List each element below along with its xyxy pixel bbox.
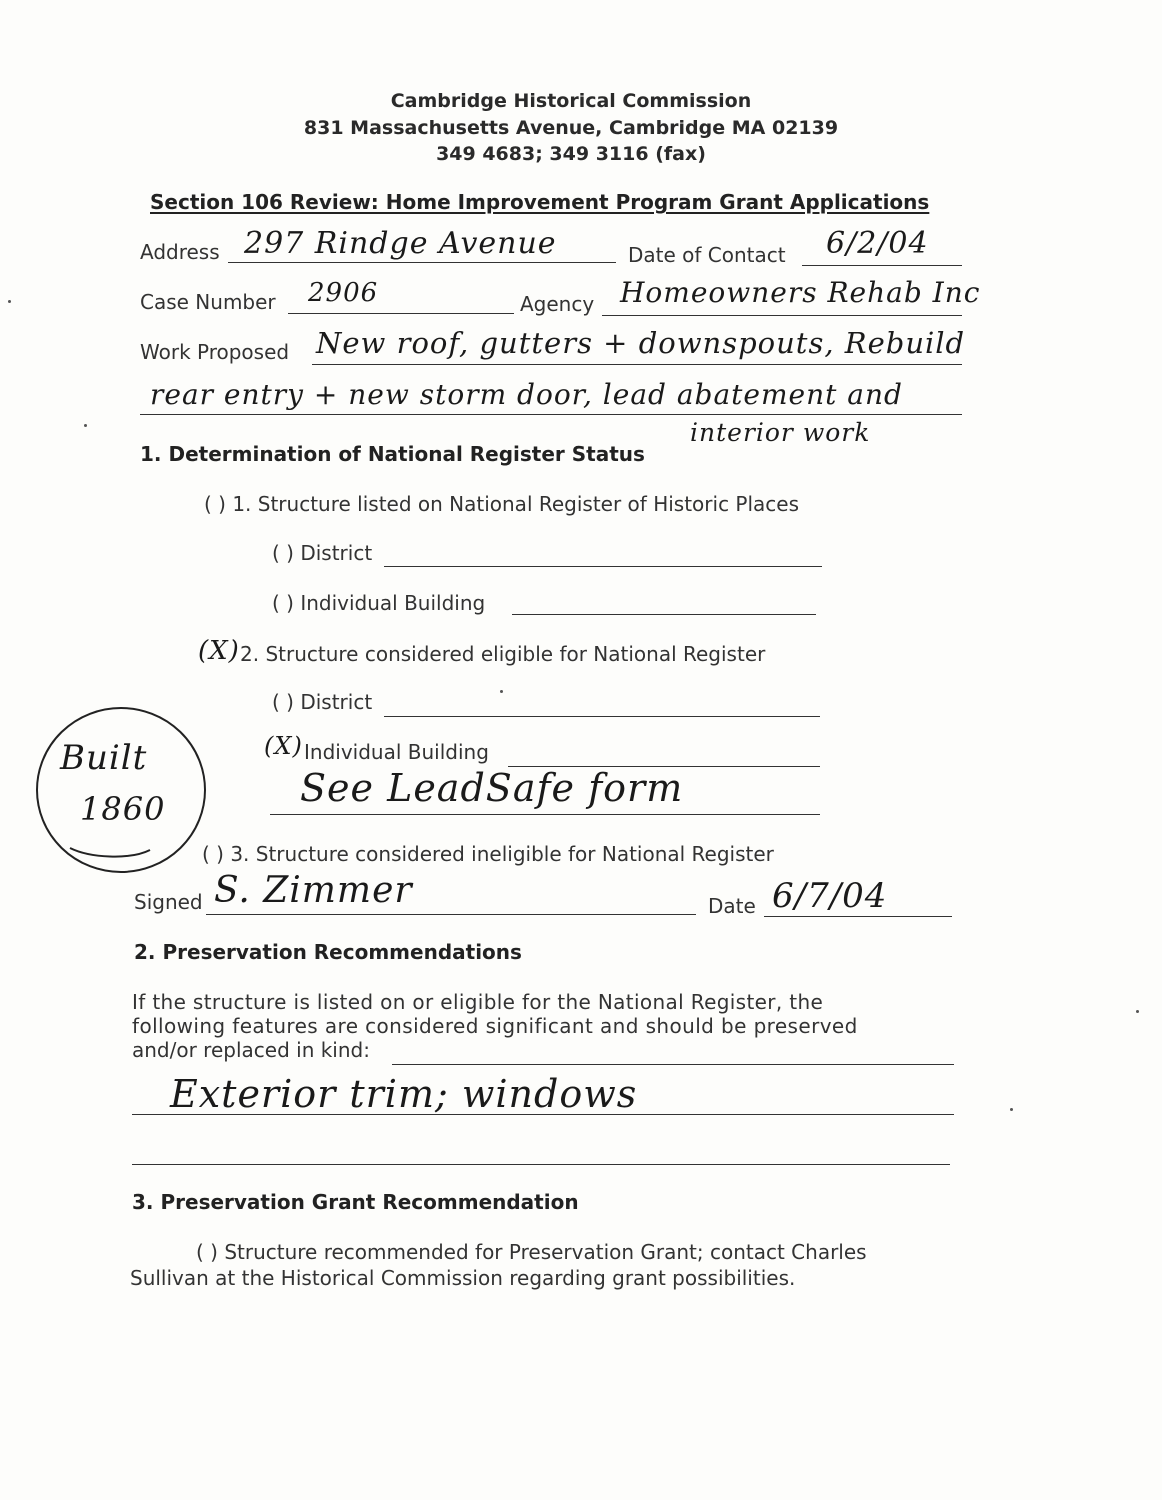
section2-features: Exterior trim; windows [170,1072,638,1116]
margin-note-line2: 1860 [80,790,166,828]
item2-individual-check-mark: (X) [264,732,303,760]
org-name: Cambridge Historical Commission [390,90,752,112]
section2-line-2 [132,1114,954,1115]
item1-listed: ( ) 1. Structure listed on National Register of Historic Places [204,492,800,516]
item1-individual-line [512,614,816,615]
item2-note: See LeadSafe form [300,766,684,810]
address-label: Address [140,240,220,264]
date-line [764,916,952,917]
section2-line-3 [132,1164,950,1165]
work-value-line3: interior work [690,418,871,447]
scan-speck [1136,1010,1139,1013]
item2-note-line [270,814,820,815]
work-line-2 [140,414,962,415]
agency-label: Agency [520,292,595,316]
item2-eligible: 2. Structure considered eligible for National Register [240,642,766,666]
case-number-line [288,313,514,314]
address-value: 297 Rindge Avenue [244,226,557,261]
work-value-line2: rear entry + new storm door, lead abatement and [150,378,903,411]
signed-line [206,914,696,915]
scan-speck [500,690,503,693]
address-line [228,262,616,263]
margin-note-line1: Built [60,738,148,778]
agency-line [602,315,962,316]
item3-ineligible: ( ) 3. Structure considered ineligible for National Register [202,842,774,866]
work-proposed-label: Work Proposed [140,340,290,364]
date-contact-line [802,265,962,266]
section2-title: 2. Preservation Recommendations [134,940,522,964]
scan-speck [84,424,87,427]
section3-line2: Sullivan at the Historical Commission regarding grant possibilities. [130,1266,796,1290]
work-value-line1: New roof, gutters + downspouts, Rebuild [316,326,966,360]
section2-para-line3: and/or replaced in kind: [132,1038,370,1062]
item1-individual: ( ) Individual Building [272,591,486,615]
section2-para-line2: following features are considered significant and should be preserved [132,1014,858,1038]
scan-speck [1010,1108,1013,1111]
item2-check-mark: (X) [198,636,240,666]
date-contact-label: Date of Contact [628,243,786,267]
item2-district-line [384,716,820,717]
item1-district: ( ) District [272,541,373,565]
date-value: 6/7/04 [772,876,888,916]
org-address: 831 Massachusetts Avenue, Cambridge MA 02139 [303,117,839,139]
item2-individual: Individual Building [304,740,489,764]
section1-title: 1. Determination of National Register Status [140,442,645,466]
date-label: Date [708,894,756,918]
section2-line-1 [392,1064,954,1065]
date-contact-value: 6/2/04 [826,226,929,261]
scan-speck [8,300,11,303]
case-number-label: Case Number [140,290,276,314]
item2-district: ( ) District [272,690,373,714]
signature: S. Zimmer [214,870,413,911]
section3-line1: ( ) Structure recommended for Preservation Grant; contact Charles [196,1240,867,1264]
item1-district-line [384,566,822,567]
signed-label: Signed [134,890,203,914]
section2-para-line1: If the structure is listed on or eligible for the National Register, the [132,990,824,1014]
form-title: Section 106 Review: Home Improvement Program Grant Applications [150,190,930,214]
org-phone: 349 4683; 349 3116 (fax) [436,143,706,165]
section3-title: 3. Preservation Grant Recommendation [132,1190,579,1214]
case-number-value: 2906 [308,278,379,308]
work-line-1 [312,364,962,365]
agency-value: Homeowners Rehab Inc [620,276,981,309]
